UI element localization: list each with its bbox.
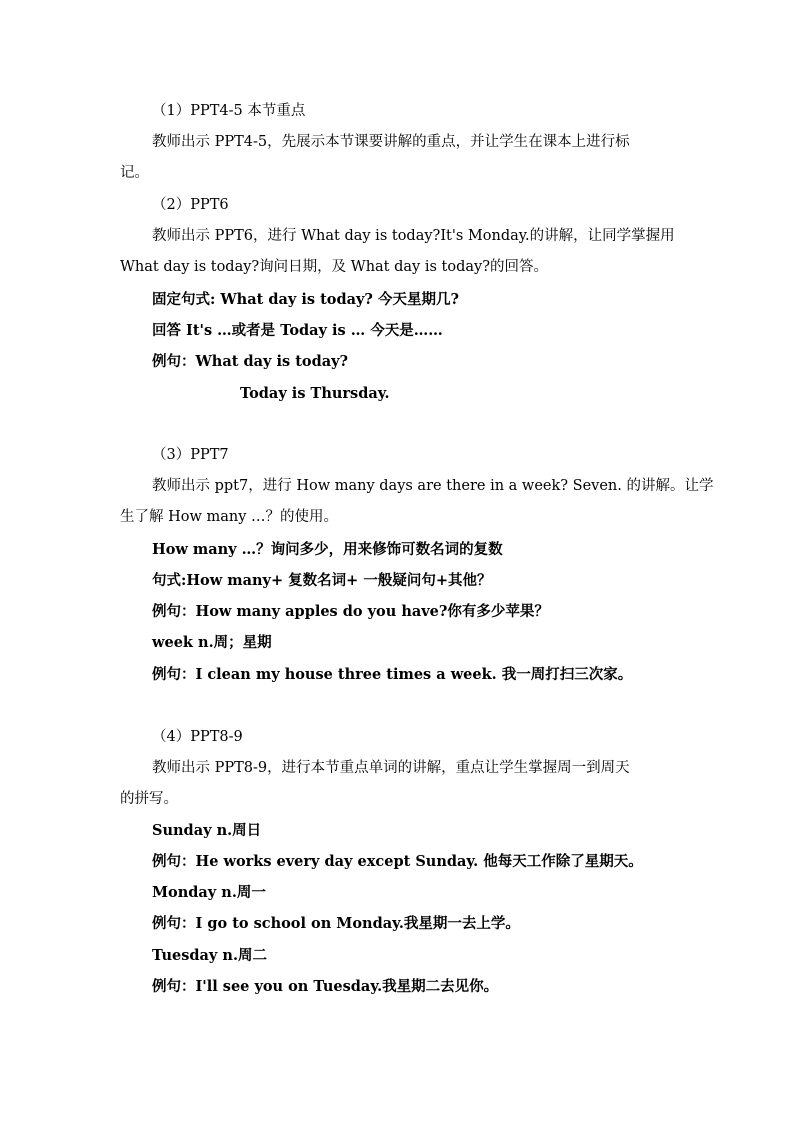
section-3-usage: How many …？询问多少，用来修饰可数名词的复数 [152, 541, 503, 558]
section-2-example: 例句：What day is today? [152, 353, 349, 370]
section-1-para-line-2: 记。 [120, 165, 149, 181]
section-2-para-line-2: What day is today?询问日期，及 What day is today?的回答。 [120, 259, 548, 275]
section-4-heading: （4）PPT8-9 [152, 729, 243, 745]
section-3-example-1: 例句：How many apples do you have?你有多少苹果？ [152, 603, 549, 620]
section-2-para-line-1: 教师出示 PPT6，进行 What day is today?It's Monday.的讲解，让同学掌握用 [152, 228, 675, 244]
section-4-word-tuesday: Tuesday n.周二 [152, 947, 267, 964]
section-4-example-monday: 例句：I go to school on Monday.我星期一去上学。 [152, 915, 520, 932]
section-3-word-week: week n.周；星期 [152, 634, 272, 651]
section-1-para-line-1: 教师出示 PPT4-5，先展示本节课要讲解的重点，并让学生在课本上进行标 [152, 134, 630, 150]
section-4-para-line-2: 的拼写。 [120, 791, 178, 807]
section-3-para-line-2: 生了解 How many …？的使用。 [120, 509, 339, 525]
section-3-example-2: 例句：I clean my house three times a week. 我一周打扫三次家。 [152, 666, 633, 683]
section-3-pattern: 句式:How many+ 复数名词+ 一般疑问句+其他？ [152, 572, 492, 589]
section-3-para-line-1: 教师出示 ppt7，进行 How many days are there in a week? Seven. 的讲解。让学 [152, 478, 714, 494]
section-4-para-line-1: 教师出示 PPT8-9，进行本节重点单词的讲解，重点让学生掌握周一到周天 [152, 760, 630, 776]
section-4-example-sunday: 例句：He works every day except Sunday. 他每天工作除了星期天。 [152, 853, 643, 870]
section-3-heading: （3）PPT7 [152, 447, 229, 463]
section-2-heading: （2）PPT6 [152, 197, 229, 213]
section-2-pattern: 固定句式: What day is today? 今天星期几? [152, 291, 459, 308]
section-2-answer: 回答 It's …或者是 Today is … 今天是…… [152, 322, 443, 339]
section-2-example-answer: Today is Thursday. [240, 385, 390, 402]
section-4-word-monday: Monday n.周一 [152, 884, 266, 901]
section-1-heading: （1）PPT4-5 本节重点 [152, 103, 306, 119]
section-4-word-sunday: Sunday n.周日 [152, 822, 262, 839]
section-4-example-tuesday: 例句：I'll see you on Tuesday.我星期二去见你。 [152, 978, 499, 995]
